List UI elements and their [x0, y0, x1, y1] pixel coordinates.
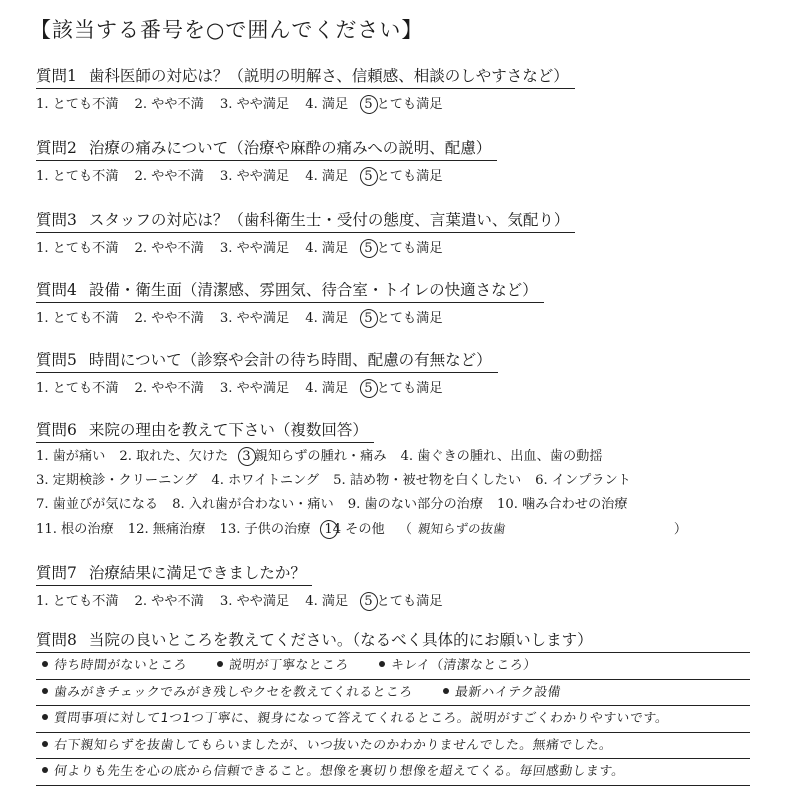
option-number: 4.	[305, 311, 318, 326]
option-label: 歯が痛い	[52, 449, 106, 464]
rating-option-1[interactable]	[36, 93, 119, 112]
option-number: 3.	[36, 473, 49, 488]
option-label: とても満足	[376, 241, 443, 256]
reason-option[interactable]	[497, 493, 627, 517]
reason-option[interactable]	[36, 518, 114, 542]
option-label: やや不満	[151, 169, 204, 184]
option-number: 2.	[134, 594, 148, 609]
option-number: 7.	[36, 497, 49, 512]
option-label: 満足	[321, 97, 349, 112]
reason-option[interactable]	[36, 445, 105, 469]
reason-row	[36, 445, 776, 469]
option-label: とても不満	[52, 241, 119, 256]
option-label: とても不満	[52, 594, 119, 609]
option-label: 根の治療	[60, 522, 114, 537]
option-number: 2.	[134, 381, 148, 396]
option-number: 3.	[219, 311, 233, 326]
reason-option[interactable]	[211, 469, 319, 493]
option-label: とても不満	[52, 311, 119, 326]
rating-option-1[interactable]	[36, 237, 119, 256]
option-number: 3.	[219, 381, 233, 396]
option-number: 1.	[36, 594, 49, 609]
question-1	[36, 64, 776, 112]
reason-option[interactable]	[172, 493, 334, 517]
rating-option-5[interactable]	[364, 165, 442, 184]
page-title: 【該当する番号を○で囲んでください】	[30, 18, 424, 42]
answer-line	[36, 733, 750, 760]
option-label: やや不満	[151, 381, 204, 396]
option-label: とても満足	[376, 97, 443, 112]
rating-options	[36, 93, 776, 112]
question-text: 設備・衛生面（清潔感、雰囲気、待合室・トイレの快適さなど）	[88, 281, 538, 299]
option-number: 5	[364, 241, 373, 256]
option-label: やや満足	[236, 311, 290, 326]
rating-option-5[interactable]	[364, 377, 442, 396]
option-number: 4.	[305, 594, 318, 609]
question-text: 時間について（診察や会計の待ち時間、配慮の有無など）	[88, 351, 492, 369]
question-number: 質問6	[36, 421, 77, 439]
option-label: とても満足	[376, 381, 443, 396]
option-number: 2.	[134, 311, 148, 326]
option-number: 1.	[36, 169, 49, 184]
option-number: 2.	[119, 449, 132, 464]
option-label: 噛み合わせの治療	[522, 497, 628, 512]
rating-option-2[interactable]	[135, 377, 204, 396]
rating-option-3[interactable]	[220, 590, 289, 609]
reason-option[interactable]	[324, 518, 384, 542]
reason-option[interactable]	[119, 445, 228, 469]
option-number: 12.	[127, 522, 149, 537]
reason-row	[36, 469, 776, 493]
question-5	[36, 348, 776, 396]
handwritten-answer: 説明が丁寧なところ	[228, 658, 350, 673]
option-number: 3.	[219, 97, 233, 112]
rating-option-4[interactable]	[305, 307, 348, 326]
option-label: 歯のない部分の治療	[364, 497, 484, 512]
option-number: 8.	[172, 497, 185, 512]
reason-option[interactable]	[348, 493, 483, 517]
question-text: 歯科医師の対応は？（説明の明解さ、信頼感、相談のしやすさなど）	[88, 67, 569, 85]
option-label: とても不満	[52, 97, 119, 112]
bullet-icon	[42, 741, 48, 747]
rating-option-2[interactable]	[135, 93, 204, 112]
option-label: 取れた、欠けた	[135, 449, 229, 464]
option-label: 満足	[321, 311, 349, 326]
option-number: 4.	[400, 449, 414, 464]
bullet-icon	[443, 688, 449, 694]
rating-option-4[interactable]	[305, 93, 348, 112]
reason-option[interactable]	[36, 493, 158, 517]
rating-option-5[interactable]	[364, 307, 442, 326]
option-number: 11.	[36, 522, 57, 537]
option-number: 14	[324, 522, 342, 537]
rating-option-2[interactable]	[135, 307, 204, 326]
option-label: 満足	[321, 594, 349, 609]
rating-option-4[interactable]	[305, 237, 348, 256]
option-label: ホワイトニング	[228, 473, 320, 488]
option-number: 1.	[36, 381, 49, 396]
rating-option-1[interactable]	[36, 590, 119, 609]
option-number: 1.	[36, 241, 49, 256]
answer-line	[36, 680, 750, 707]
option-number: 6.	[535, 473, 548, 488]
option-number: 4.	[211, 473, 224, 488]
reason-option[interactable]	[36, 469, 197, 493]
question-text: 当院の良いところを教えてください。（なるべく具体的にお願いします）	[88, 631, 593, 649]
reason-option[interactable]	[401, 445, 603, 469]
option-number: 5.	[333, 473, 346, 488]
option-number: 2.	[134, 241, 148, 256]
question-heading	[36, 208, 575, 233]
option-label: 満足	[321, 381, 349, 396]
answer-line	[36, 652, 750, 680]
other-reason-field[interactable]	[399, 517, 687, 542]
handwritten-answer: キレイ（清潔なところ）	[389, 658, 538, 673]
reason-option[interactable]	[535, 469, 631, 493]
question-6	[36, 418, 776, 541]
option-label: 子供の治療	[244, 522, 311, 537]
option-number: 13.	[219, 522, 241, 537]
rating-option-3[interactable]	[220, 237, 289, 256]
reason-row	[36, 517, 776, 541]
rating-option-5[interactable]	[364, 237, 442, 256]
question-heading	[36, 418, 374, 443]
bullet-icon	[42, 661, 48, 667]
reason-option[interactable]	[242, 445, 386, 469]
rating-option-3[interactable]	[220, 165, 289, 184]
option-label: やや不満	[151, 594, 204, 609]
rating-option-1[interactable]	[36, 377, 119, 396]
answer-line	[36, 706, 750, 733]
reason-option[interactable]	[219, 518, 310, 542]
option-number: 4.	[305, 241, 318, 256]
option-label: インプラント	[551, 473, 631, 488]
question-heading	[36, 561, 312, 586]
rating-option-3[interactable]	[220, 377, 289, 396]
option-number: 4.	[305, 169, 318, 184]
rating-option-5[interactable]	[364, 590, 442, 609]
rating-options	[36, 237, 776, 256]
handwritten-answer: 右下親知らずを抜歯してもらいましたが、いつ抜いたのかわかりませんでした。無痛でした。	[53, 737, 614, 753]
option-number: 1.	[36, 449, 49, 464]
option-label: 満足	[321, 169, 349, 184]
question-heading	[36, 278, 544, 303]
bullet-icon	[379, 661, 385, 667]
question-number: 質問7	[36, 564, 77, 582]
option-number: 1.	[36, 97, 49, 112]
handwritten-answer: 歯みがきチェックでみがき残しやクセを教えてくれるところ	[53, 684, 414, 700]
paren-open: （	[398, 522, 412, 537]
option-number: 1.	[36, 311, 49, 326]
bullet-icon	[42, 714, 48, 720]
question-8	[36, 628, 776, 652]
reason-row	[36, 493, 776, 517]
question-2	[36, 136, 776, 184]
option-label: 歯ぐきの腫れ、出血、歯の動揺	[417, 449, 603, 464]
handwritten-answer: 何よりも先生を心の底から信頼できること。想像を裏切り想像を超えてくる。毎回感動します。	[53, 764, 626, 780]
bullet-icon	[42, 767, 48, 773]
option-label: 満足	[321, 241, 349, 256]
option-number: 4.	[305, 97, 318, 112]
option-number: 3	[242, 449, 251, 464]
question-7	[36, 561, 776, 609]
rating-option-2[interactable]	[135, 590, 204, 609]
option-number: 3.	[219, 241, 233, 256]
rating-option-1[interactable]	[36, 165, 119, 184]
question-number: 質問4	[36, 281, 77, 299]
option-number: 5	[364, 169, 373, 184]
question-text: 治療結果に満足できましたか？	[88, 564, 306, 582]
option-label: やや不満	[151, 311, 204, 326]
answer-line	[36, 759, 750, 786]
option-number: 2.	[134, 169, 148, 184]
rating-option-1[interactable]	[36, 307, 119, 326]
handwritten-answer: 質問事項に対して1つ1つ丁寧に、親身になって答えてくれるところ。説明がすごくわかりやすいです。	[53, 711, 670, 727]
question-text: 来院の理由を教えて下さい（複数回答）	[88, 421, 368, 439]
rating-option-4[interactable]	[305, 165, 348, 184]
bullet-icon	[42, 688, 48, 694]
option-number: 3.	[219, 594, 233, 609]
paren-close: ）	[673, 522, 688, 537]
reason-option[interactable]	[333, 469, 521, 493]
rating-option-2[interactable]	[135, 237, 204, 256]
question-number: 質問2	[36, 139, 77, 157]
option-number: 3.	[219, 169, 233, 184]
option-label: やや満足	[236, 97, 290, 112]
option-number: 10.	[497, 497, 519, 512]
option-label: 詰め物・被せ物を白くしたい	[349, 473, 522, 488]
option-label: その他	[345, 522, 385, 537]
handwritten-answer: 最新ハイテク設備	[453, 684, 562, 700]
option-number: 5	[364, 311, 373, 326]
option-number: 5	[364, 594, 373, 609]
option-label: とても不満	[52, 381, 119, 396]
rating-options	[36, 377, 776, 396]
question-heading	[36, 628, 599, 652]
option-label: 入れ歯が合わない・痛い	[188, 497, 334, 512]
option-number: 9.	[347, 497, 361, 512]
question-heading	[36, 348, 498, 373]
rating-options	[36, 165, 776, 184]
question-number: 質問5	[36, 351, 77, 369]
rating-option-5[interactable]	[364, 93, 442, 112]
option-label: 無痛治療	[152, 522, 206, 537]
option-label: やや不満	[151, 241, 204, 256]
rating-options	[36, 307, 776, 326]
rating-options	[36, 590, 776, 609]
option-label: とても満足	[376, 169, 443, 184]
question-number: 質問3	[36, 211, 77, 229]
question-4	[36, 278, 776, 326]
option-number: 5	[364, 381, 373, 396]
option-label: 歯並びが気になる	[52, 497, 159, 512]
handwritten-other-text: 親知らずの抜歯	[417, 521, 507, 536]
free-answer-area	[36, 652, 750, 786]
option-label: とても満足	[376, 311, 443, 326]
option-number: 4.	[305, 381, 318, 396]
question-number: 質問1	[36, 67, 77, 85]
rating-option-3[interactable]	[220, 93, 289, 112]
reason-option[interactable]	[128, 518, 206, 542]
question-text: スタッフの対応は？（歯科衛生士・受付の態度、言葉遣い、気配り）	[88, 211, 570, 229]
bullet-icon	[217, 661, 223, 667]
option-label: やや満足	[236, 594, 290, 609]
option-number: 5	[364, 97, 373, 112]
option-label: やや満足	[236, 241, 290, 256]
question-number: 質問8	[36, 631, 77, 649]
question-heading	[36, 136, 497, 161]
option-label: 定期検診・クリーニング	[52, 473, 198, 488]
option-label: とても満足	[376, 594, 443, 609]
option-number: 2.	[134, 97, 148, 112]
rating-option-2[interactable]	[135, 165, 204, 184]
rating-option-4[interactable]	[305, 377, 348, 396]
question-heading	[36, 64, 575, 89]
handwritten-answer: 待ち時間がないところ	[53, 658, 188, 673]
option-label: やや不満	[151, 97, 204, 112]
option-label: やや満足	[236, 381, 290, 396]
option-label: とても不満	[52, 169, 119, 184]
rating-option-4[interactable]	[305, 590, 348, 609]
question-text: 治療の痛みについて（治療や麻酔の痛みへの説明、配慮）	[88, 139, 492, 157]
question-3	[36, 208, 776, 256]
option-label: 親知らずの腫れ・痛み	[254, 449, 387, 464]
rating-option-3[interactable]	[220, 307, 289, 326]
option-label: やや満足	[236, 169, 290, 184]
